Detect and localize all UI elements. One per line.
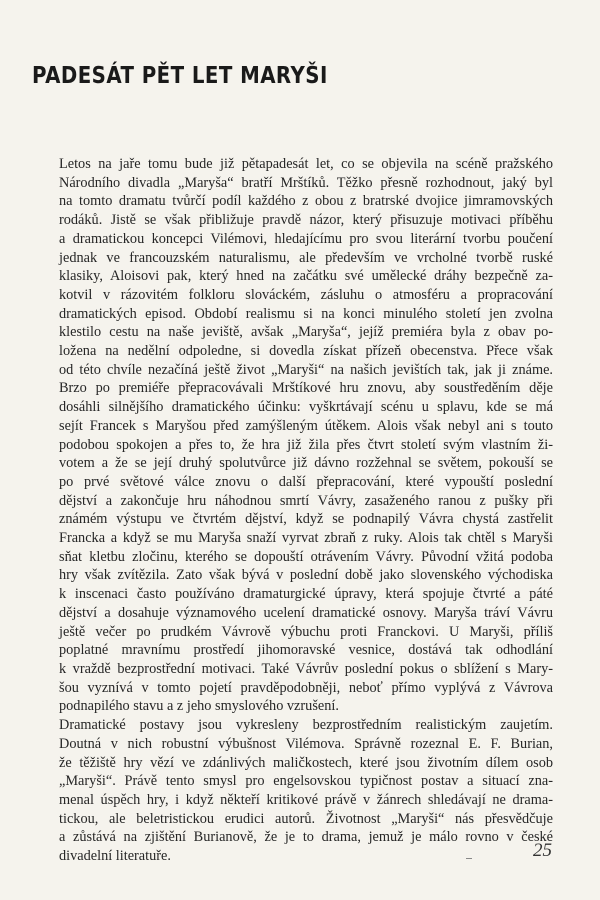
text-line: k vraždě bezprostřední motivaci. Také Vávrův poslední pokus o sblížení s Mary-: [59, 660, 553, 677]
text-line: Národního divadla „Maryša“ bratří Mrštíků. Těžko přesně rozhodnout, jaký byl: [59, 174, 553, 191]
paragraph-2: [59, 716, 553, 866]
text-line: „Maryši“. Právě tento smysl pro engelsovskou typičnost postav a situací zna-: [59, 773, 553, 790]
text-line: po prvé světové válce znovu o další přepracování, které vypouští poslední: [59, 473, 553, 490]
text-line: známém výstupu ve čtvrtém dějství, když se podnapilý Vávra chystá zastřelit: [59, 511, 553, 528]
text-line: Letos na jaře tomu bude již pětapadesát let, co se objevila na scéně pražského: [59, 156, 553, 172]
text-line: Doutná v nich robustní výbušnost Vilémova. Správně rozeznal E. F. Burian,: [59, 735, 553, 752]
text-line: ložena na nedělní odpoledne, si dovedla získat přízeň obecenstva. Přece však: [59, 343, 553, 360]
text-line: sejít Francek s Maryšou před zamýšleným útěkem. Alois však nebyl ani s touto: [59, 417, 553, 434]
text-line: Dramatické postavy jsou vykresleny bezprostředním realistickým zaujetím.: [59, 717, 553, 734]
print-mark: [466, 858, 472, 859]
text-line: dramatických episod. Období realismu si na konci minulého století jen zvolna: [59, 305, 553, 322]
text-line: ještě večer po prudkém Vávrově výbuchu proti Franckovi. U Maryši, příliš: [59, 623, 553, 640]
text-line: na tomto dramatu tvůrčí podíl každého z obou z bratrské dvojice jimramovských: [59, 193, 553, 210]
text-line: Francka a když se mu Maryša snaží vyrvat zbraň z ruky. Alois tak chtěl s Maryši: [59, 530, 553, 547]
text-line: a zůstává na zjištění Burianově, že je to drama, jemuž je málo rovno v české: [59, 829, 553, 846]
text-line: rodáků. Jistě se však přibližuje pravdě názor, který přisuzuje motivaci příběhu: [59, 212, 553, 229]
text-line: jednak ve francouzském naturalismu, ale především ve vrcholné tvorbě ruské: [59, 249, 553, 266]
text-line: divadelní literatuře.: [59, 848, 171, 865]
text-line: podobou spokojen a přes to, že hra již žila přes čtvrt století svým vlastním ži-: [59, 436, 553, 453]
text-line: hry však zvítězila. Zato však bývá v poslední době jako slovenského východiska: [59, 567, 553, 584]
text-line: a dramatickou koncepci Vilémovi, hledajícímu pro svou literární tvorbu poučení: [59, 230, 553, 247]
text-line: šou vyznívá v tomto pojetí pravděpodobněji, neboť přímo vyplývá z Vávrova: [59, 679, 553, 696]
text-line: k inscenaci často používáno dramaturgické úpravy, která spojuje čtvrté a páté: [59, 586, 553, 603]
text-line: klestilo cestu na naše jeviště, avšak „Maryša“, jejíž premiéra byla z obav po-: [59, 324, 553, 341]
text-line: že těžiště hry vězí ve zdánlivých maličkostech, které jsou životním dílem osob: [59, 754, 553, 771]
text-line: dějství a dosahuje významového ucelení dramatické osnovy. Maryša tráví Vávru: [59, 604, 553, 621]
text-line: menal úspěch hry, i když někteří kritikové právě v žánrech shledávají ne drama-: [59, 791, 553, 808]
text-line: od této chvíle nezačíná ještě život „Maryši“ na našich jevištích tak, jak ji známe.: [59, 361, 553, 378]
text-line: kotvil v rázovitém folkloru slováckém, zásluhu o atmosféru a propracování: [59, 286, 553, 303]
text-line: dosáhli silnějšího dramatického účinku: vyškrtávají scénu u splavu, kde se má: [59, 399, 553, 416]
text-line: podnapilého stavu a z jeho smyslového vzrušení.: [59, 698, 339, 715]
text-line: tickou, ale beletristickou erudici autorů. Životnost „Maryši“ nás přesvědčuje: [59, 810, 553, 827]
text-line: dějství a zakončuje hru náhodnou smrtí Vávry, zasaženého ranou z pušky při: [59, 492, 553, 509]
text-line: klasiky, Aloisovi pak, který hned na začátku své umělecké dráhy bezpečně za-: [59, 268, 553, 285]
text-line: Brzo po premiéře přepracovávali Mrštíkové hru znovu, aby soustředěním děje: [59, 380, 553, 397]
text-line: votem a že se její druhý spolutvůrce již dávno rozžehnal se světem, pokouší se: [59, 455, 553, 472]
article-title: PADESÁT PĚT LET MARYŠI: [32, 63, 328, 89]
text-line: sňat kletbu zločinu, kterého se dopouští otrávením Vávry. Původní vžitá podoba: [59, 548, 553, 565]
page-number: 25: [533, 840, 552, 861]
article-body: [59, 155, 553, 866]
text-line: poplatné mravnímu prostředí jihomoravské vesnice, dostává tak odhodlání: [59, 642, 553, 659]
paragraph-1: [59, 155, 553, 716]
